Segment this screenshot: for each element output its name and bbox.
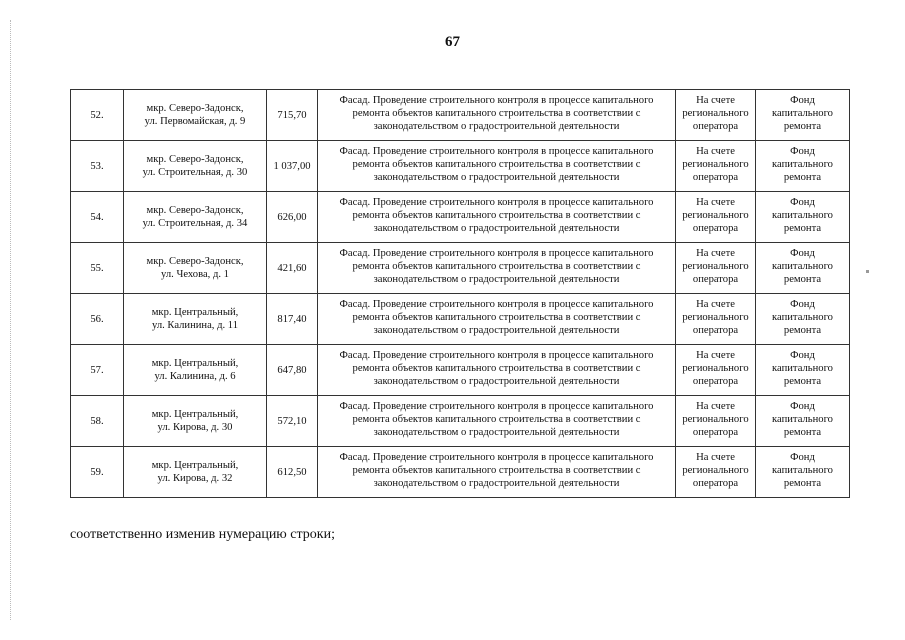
work-description-cell-line: ремонта объектов капитального строительства в соответствии с xyxy=(352,210,641,221)
work-description-cell xyxy=(318,243,676,294)
funding-source-cell-line: Фонд xyxy=(790,401,815,412)
funding-source-cell-line: ремонта xyxy=(783,478,822,489)
row-number-cell xyxy=(71,396,124,447)
work-description-cell-line: законодательством о градостроительной деятельности xyxy=(373,325,620,336)
funding-source-cell xyxy=(756,447,850,498)
row-number-cell xyxy=(71,294,124,345)
area-cell xyxy=(267,90,318,141)
account-cell-line: На счете xyxy=(696,299,735,310)
area-cell-line: 715,70 xyxy=(277,109,307,121)
funding-source-cell-line: капитального xyxy=(772,465,833,476)
table-row xyxy=(71,243,850,294)
account-cell-line: оператора xyxy=(692,325,739,336)
account-cell xyxy=(676,396,756,447)
account-cell-line: На счете xyxy=(696,452,735,463)
address-cell-line: ул. Чехова, д. 1 xyxy=(161,269,229,280)
funding-source-cell xyxy=(756,90,850,141)
row-number-cell-line: 58. xyxy=(90,415,104,427)
account-cell-line: регионального xyxy=(682,261,749,272)
work-description-cell-line: Фасад. Проведение строительного контроля в процессе капитального xyxy=(339,197,654,208)
account-cell-line: регионального xyxy=(682,363,749,374)
account-cell-line: оператора xyxy=(692,121,739,132)
address-cell-line: мкр. Центральный, xyxy=(151,307,239,318)
funding-source-cell xyxy=(756,345,850,396)
work-description-cell-line: законодательством о градостроительной деятельности xyxy=(373,427,620,438)
work-description-cell-line: законодательством о градостроительной деятельности xyxy=(373,121,620,132)
address-cell-line: ул. Строительная, д. 34 xyxy=(142,218,248,229)
address-cell-line: ул. Калинина, д. 11 xyxy=(152,320,238,331)
funding-source-cell xyxy=(756,396,850,447)
area-cell xyxy=(267,345,318,396)
work-description-cell-line: Фасад. Проведение строительного контроля в процессе капитального xyxy=(339,248,654,259)
address-cell xyxy=(124,243,267,294)
area-cell-line: 421,60 xyxy=(277,262,307,274)
account-cell-line: На счете xyxy=(696,248,735,259)
table-row xyxy=(71,447,850,498)
row-number-cell xyxy=(71,243,124,294)
table-container xyxy=(70,89,850,498)
row-number-cell xyxy=(71,192,124,243)
work-description-cell-line: ремонта объектов капитального строительства в соответствии с xyxy=(352,261,641,272)
area-cell-line: 1 037,00 xyxy=(273,160,311,172)
work-description-cell-line: Фасад. Проведение строительного контроля в процессе капитального xyxy=(339,452,654,463)
funding-source-cell-line: Фонд xyxy=(790,299,815,310)
account-cell-line: оператора xyxy=(692,478,739,489)
account-cell xyxy=(676,192,756,243)
address-cell-line: мкр. Центральный, xyxy=(151,460,239,471)
area-cell-line: 817,40 xyxy=(277,313,307,325)
work-description-cell xyxy=(318,447,676,498)
work-description-cell-line: законодательством о градостроительной деятельности xyxy=(373,223,620,234)
page-number: 67 xyxy=(445,34,460,50)
work-description-cell xyxy=(318,192,676,243)
account-cell xyxy=(676,447,756,498)
work-description-cell xyxy=(318,90,676,141)
area-cell xyxy=(267,294,318,345)
account-cell xyxy=(676,90,756,141)
funding-source-cell-line: капитального xyxy=(772,312,833,323)
work-description-cell-line: ремонта объектов капитального строительства в соответствии с xyxy=(352,465,641,476)
table-body xyxy=(71,90,850,498)
row-number-cell xyxy=(71,90,124,141)
table-row xyxy=(71,141,850,192)
work-description-cell xyxy=(318,141,676,192)
row-number-cell-line: 56. xyxy=(90,313,104,325)
work-description-cell xyxy=(318,294,676,345)
address-cell xyxy=(124,192,267,243)
address-cell-line: мкр. Центральный, xyxy=(151,358,239,369)
address-cell xyxy=(124,141,267,192)
row-number-cell xyxy=(71,141,124,192)
address-cell-line: мкр. Северо-Задонск, xyxy=(146,205,244,216)
funding-source-cell-line: ремонта xyxy=(783,376,822,387)
row-number-cell xyxy=(71,345,124,396)
footer-text: соответственно изменив нумерацию строки; xyxy=(70,527,335,542)
work-description-cell-line: ремонта объектов капитального строительства в соответствии с xyxy=(352,312,641,323)
work-description-cell xyxy=(318,396,676,447)
account-cell-line: регионального xyxy=(682,210,749,221)
account-cell-line: На счете xyxy=(696,350,735,361)
area-cell xyxy=(267,243,318,294)
funding-source-cell-line: капитального xyxy=(772,108,833,119)
address-cell-line: ул. Строительная, д. 30 xyxy=(142,167,248,178)
work-description-cell-line: ремонта объектов капитального строительства в соответствии с xyxy=(352,414,641,425)
funding-source-cell-line: ремонта xyxy=(783,172,822,183)
area-cell xyxy=(267,396,318,447)
address-cell-line: мкр. Северо-Задонск, xyxy=(146,256,244,267)
address-cell-line: мкр. Северо-Задонск, xyxy=(146,103,244,114)
row-number-cell-line: 52. xyxy=(90,109,104,121)
area-cell xyxy=(267,192,318,243)
funding-source-cell-line: капитального xyxy=(772,363,833,374)
address-cell-line: ул. Кирова, д. 32 xyxy=(157,473,233,484)
account-cell-line: На счете xyxy=(696,401,735,412)
funding-source-cell-line: капитального xyxy=(772,210,833,221)
area-cell-line: 647,80 xyxy=(277,364,307,376)
work-description-cell-line: законодательством о градостроительной деятельности xyxy=(373,274,620,285)
account-cell xyxy=(676,141,756,192)
work-description-cell-line: Фасад. Проведение строительного контроля в процессе капитального xyxy=(339,146,654,157)
work-description-cell-line: ремонта объектов капитального строительства в соответствии с xyxy=(352,363,641,374)
account-cell-line: регионального xyxy=(682,108,749,119)
funding-source-cell xyxy=(756,243,850,294)
row-number-cell-line: 59. xyxy=(90,466,104,478)
account-cell xyxy=(676,345,756,396)
funding-source-cell xyxy=(756,141,850,192)
work-description-cell-line: Фасад. Проведение строительного контроля в процессе капитального xyxy=(339,350,654,361)
account-cell-line: оператора xyxy=(692,274,739,285)
account-cell xyxy=(676,243,756,294)
address-cell xyxy=(124,447,267,498)
work-description-cell-line: ремонта объектов капитального строительства в соответствии с xyxy=(352,108,641,119)
area-cell-line: 612,50 xyxy=(277,466,307,478)
address-cell-line: мкр. Северо-Задонск, xyxy=(146,154,244,165)
row-number-cell-line: 55. xyxy=(90,262,104,274)
funding-source-cell xyxy=(756,192,850,243)
work-description-cell-line: Фасад. Проведение строительного контроля в процессе капитального xyxy=(339,95,654,106)
account-cell-line: На счете xyxy=(696,95,735,106)
work-description-cell-line: Фасад. Проведение строительного контроля в процессе капитального xyxy=(339,401,654,412)
work-description-cell-line: ремонта объектов капитального строительства в соответствии с xyxy=(352,159,641,170)
work-description-cell xyxy=(318,345,676,396)
table-row xyxy=(71,345,850,396)
works-table xyxy=(70,89,850,498)
funding-source-cell-line: ремонта xyxy=(783,274,822,285)
account-cell-line: оператора xyxy=(692,376,739,387)
account-cell-line: оператора xyxy=(692,427,739,438)
funding-source-cell-line: Фонд xyxy=(790,452,815,463)
funding-source-cell-line: ремонта xyxy=(783,427,822,438)
row-number-cell-line: 53. xyxy=(90,160,104,172)
address-cell xyxy=(124,90,267,141)
account-cell-line: оператора xyxy=(692,172,739,183)
row-number-cell xyxy=(71,447,124,498)
area-cell-line: 572,10 xyxy=(277,415,307,427)
funding-source-cell-line: Фонд xyxy=(790,350,815,361)
account-cell-line: На счете xyxy=(696,146,735,157)
funding-source-cell-line: капитального xyxy=(772,261,833,272)
address-cell-line: ул. Первомайская, д. 9 xyxy=(144,116,246,127)
table-row xyxy=(71,294,850,345)
account-cell-line: оператора xyxy=(692,223,739,234)
account-cell-line: На счете xyxy=(696,197,735,208)
area-cell xyxy=(267,141,318,192)
work-description-cell-line: законодательством о градостроительной деятельности xyxy=(373,478,620,489)
work-description-cell-line: законодательством о градостроительной деятельности xyxy=(373,172,620,183)
account-cell xyxy=(676,294,756,345)
address-cell-line: ул. Калинина, д. 6 xyxy=(154,371,236,382)
funding-source-cell-line: Фонд xyxy=(790,197,815,208)
funding-source-cell-line: ремонта xyxy=(783,325,822,336)
account-cell-line: регионального xyxy=(682,414,749,425)
address-cell xyxy=(124,345,267,396)
funding-source-cell xyxy=(756,294,850,345)
account-cell-line: регионального xyxy=(682,159,749,170)
account-cell-line: регионального xyxy=(682,465,749,476)
table-row xyxy=(71,90,850,141)
area-cell xyxy=(267,447,318,498)
funding-source-cell-line: Фонд xyxy=(790,95,815,106)
work-description-cell-line: Фасад. Проведение строительного контроля в процессе капитального xyxy=(339,299,654,310)
funding-source-cell-line: ремонта xyxy=(783,121,822,132)
address-cell-line: ул. Кирова, д. 30 xyxy=(157,422,233,433)
binding-margin-dots xyxy=(10,20,13,620)
margin-mark xyxy=(866,270,869,273)
row-number-cell-line: 57. xyxy=(90,364,104,376)
work-description-cell-line: законодательством о градостроительной деятельности xyxy=(373,376,620,387)
address-cell-line: мкр. Центральный, xyxy=(151,409,239,420)
funding-source-cell-line: капитального xyxy=(772,414,833,425)
account-cell-line: регионального xyxy=(682,312,749,323)
address-cell xyxy=(124,294,267,345)
funding-source-cell-line: ремонта xyxy=(783,223,822,234)
row-number-cell-line: 54. xyxy=(90,211,104,223)
funding-source-cell-line: капитального xyxy=(772,159,833,170)
table-row xyxy=(71,192,850,243)
funding-source-cell-line: Фонд xyxy=(790,146,815,157)
area-cell-line: 626,00 xyxy=(277,211,307,223)
table-row xyxy=(71,396,850,447)
address-cell xyxy=(124,396,267,447)
funding-source-cell-line: Фонд xyxy=(790,248,815,259)
